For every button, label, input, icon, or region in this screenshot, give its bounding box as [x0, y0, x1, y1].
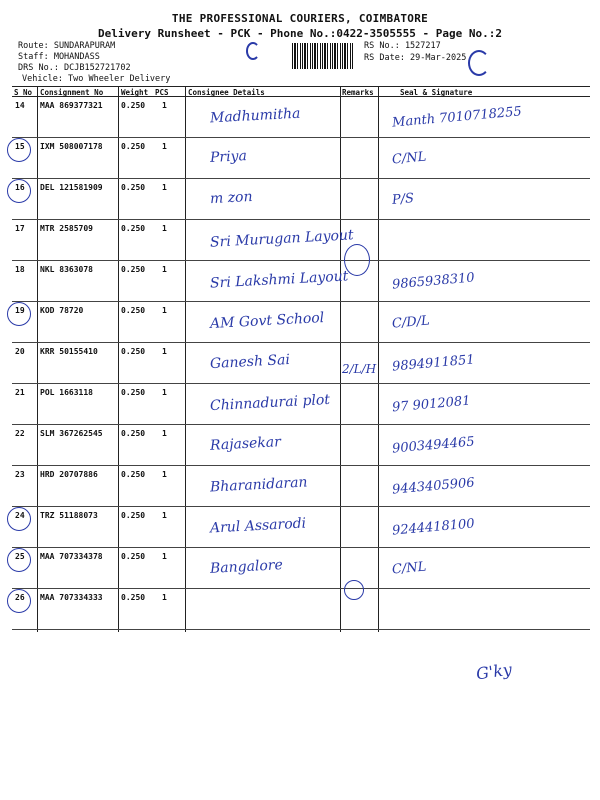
col-header-sno: S No: [14, 88, 33, 97]
col-header-consignment: Consignment No: [40, 88, 104, 97]
serial-number: 19: [15, 306, 25, 315]
col-header-weight: Weight: [121, 88, 149, 97]
signature-handwriting: 9244418100: [391, 516, 476, 539]
pcs-value: 1: [162, 101, 167, 110]
consignment-number: HRD 20707886: [40, 470, 98, 479]
signature-handwriting: 9894911851: [391, 352, 476, 375]
pcs-value: 1: [162, 183, 167, 192]
consignment-number: MTR 2585709: [40, 224, 93, 233]
pen-mark-header-1: [246, 42, 260, 60]
consignee-handwriting: Sri Lakshmi Layout: [209, 268, 349, 292]
row-divider: [12, 629, 590, 630]
consignment-number: KOD 78720: [40, 306, 84, 315]
serial-number: 26: [15, 593, 25, 602]
rs-date-label: RS Date: 29-Mar-2025: [364, 53, 467, 63]
serial-circle-mark: [7, 548, 31, 572]
consignment-number: DEL 121581909: [40, 183, 103, 192]
row-divider: [12, 588, 590, 589]
col-header-pcs: PCS: [155, 88, 169, 97]
signature-handwriting: C/NL: [391, 149, 427, 168]
consignment-number: TRZ 51188073: [40, 511, 98, 520]
consignment-number: SLM 367262545: [40, 429, 103, 438]
pcs-value: 1: [162, 224, 167, 233]
drs-label: DRS No.: DCJB152721702: [18, 63, 131, 73]
pen-mark-header-2: [468, 50, 490, 76]
consignment-number: MAA 707334333: [40, 593, 103, 602]
staff-label: Staff: MOHANDASS: [18, 52, 100, 62]
serial-number: 20: [15, 347, 25, 356]
signature-handwriting: C/NL: [391, 559, 427, 578]
signature-handwriting: P/S: [391, 191, 415, 208]
consignee-handwriting: Ganesh Sai: [209, 351, 291, 373]
route-label: Route: SUNDARAPURAM: [18, 41, 116, 51]
serial-number: 16: [15, 183, 25, 192]
column-divider: [185, 86, 186, 632]
pcs-value: 1: [162, 470, 167, 479]
serial-circle-mark: [7, 179, 31, 203]
weight-value: 0.250: [121, 470, 146, 479]
signature-handwriting: 9443405906: [391, 475, 476, 498]
serial-circle-mark: [7, 507, 31, 531]
row-divider: [12, 342, 590, 343]
row-divider: [12, 301, 590, 302]
serial-number: 22: [15, 429, 25, 438]
runsheet-title: Delivery Runsheet - PCK - Phone No.:0422-3505555 - Page No.:2: [98, 27, 502, 40]
consignment-number: MAA 869377321: [40, 101, 103, 110]
consignee-handwriting: AM Govt School: [209, 310, 325, 332]
serial-number: 17: [15, 224, 25, 233]
col-header-signature: Seal & Signature: [400, 88, 473, 97]
footer-scribble: G'ky: [474, 659, 514, 684]
weight-value: 0.250: [121, 101, 146, 110]
column-divider: [118, 86, 119, 632]
consignee-handwriting: Bangalore: [209, 557, 284, 577]
weight-value: 0.250: [121, 183, 146, 192]
consignee-handwriting: m zon: [209, 188, 253, 208]
weight-value: 0.250: [121, 224, 146, 233]
row-divider: [12, 465, 590, 466]
serial-circle-mark: [7, 138, 31, 162]
consignment-number: IXM 508007178: [40, 142, 103, 151]
weight-value: 0.250: [121, 388, 146, 397]
column-divider: [378, 86, 379, 632]
consignment-number: MAA 707334378: [40, 552, 103, 561]
row-divider: [12, 178, 590, 179]
vehicle-label: Vehicle: Two Wheeler Delivery: [22, 74, 171, 84]
remark-scribble: 2/L/H: [342, 362, 377, 376]
consignee-handwriting: Chinnadurai plot: [209, 391, 331, 415]
serial-number: 23: [15, 470, 25, 479]
weight-value: 0.250: [121, 429, 146, 438]
weight-value: 0.250: [121, 265, 146, 274]
consignee-handwriting: Madhumitha: [209, 105, 301, 127]
consignee-handwriting: Arul Assarodi: [209, 515, 307, 537]
row-divider: [12, 547, 590, 548]
row-divider: [12, 383, 590, 384]
pcs-value: 1: [162, 552, 167, 561]
remark-circle-mark: [344, 580, 364, 600]
consignee-handwriting: Priya: [209, 148, 248, 166]
weight-value: 0.250: [121, 142, 146, 151]
pcs-value: 1: [162, 347, 167, 356]
column-divider: [340, 86, 341, 632]
consignee-handwriting: Rajasekar: [209, 434, 282, 454]
signature-handwriting: Manth 7010718255: [391, 104, 523, 131]
signature-handwriting: 9003494465: [391, 434, 476, 457]
serial-number: 14: [15, 101, 25, 110]
pcs-value: 1: [162, 388, 167, 397]
row-divider: [12, 506, 590, 507]
row-divider: [12, 424, 590, 425]
company-title: THE PROFESSIONAL COURIERS, COIMBATORE: [171, 12, 429, 25]
weight-value: 0.250: [121, 511, 146, 520]
serial-number: 24: [15, 511, 25, 520]
weight-value: 0.250: [121, 306, 146, 315]
row-divider: [12, 219, 590, 220]
serial-number: 21: [15, 388, 25, 397]
signature-handwriting: 9865938310: [391, 270, 476, 293]
remark-circle-mark: [344, 244, 370, 276]
consignee-handwriting: Bharanidaran: [209, 474, 308, 496]
serial-circle-mark: [7, 302, 31, 326]
consignment-number: POL 1663118: [40, 388, 93, 397]
signature-handwriting: C/D/L: [391, 313, 431, 332]
serial-number: 15: [15, 142, 25, 151]
consignment-number: KRR 50155410: [40, 347, 98, 356]
serial-number: 18: [15, 265, 25, 274]
row-divider: [12, 260, 590, 261]
header-top-rule: [12, 86, 590, 87]
signature-handwriting: 97 9012081: [391, 393, 472, 416]
weight-value: 0.250: [121, 347, 146, 356]
serial-circle-mark: [7, 589, 31, 613]
col-header-consignee: Consignee Details: [188, 88, 265, 97]
serial-number: 25: [15, 552, 25, 561]
col-header-remarks: Remarks: [342, 88, 374, 97]
pcs-value: 1: [162, 429, 167, 438]
pcs-value: 1: [162, 306, 167, 315]
rs-no-label: RS No.: 1527217: [364, 41, 441, 51]
weight-value: 0.250: [121, 552, 146, 561]
pcs-value: 1: [162, 593, 167, 602]
weight-value: 0.250: [121, 593, 146, 602]
pcs-value: 1: [162, 142, 167, 151]
consignment-number: NKL 8363078: [40, 265, 93, 274]
column-divider: [37, 86, 38, 632]
barcode: [292, 43, 354, 69]
consignee-handwriting: Sri Murugan Layout: [209, 227, 354, 251]
row-divider: [12, 137, 590, 138]
pcs-value: 1: [162, 511, 167, 520]
pcs-value: 1: [162, 265, 167, 274]
